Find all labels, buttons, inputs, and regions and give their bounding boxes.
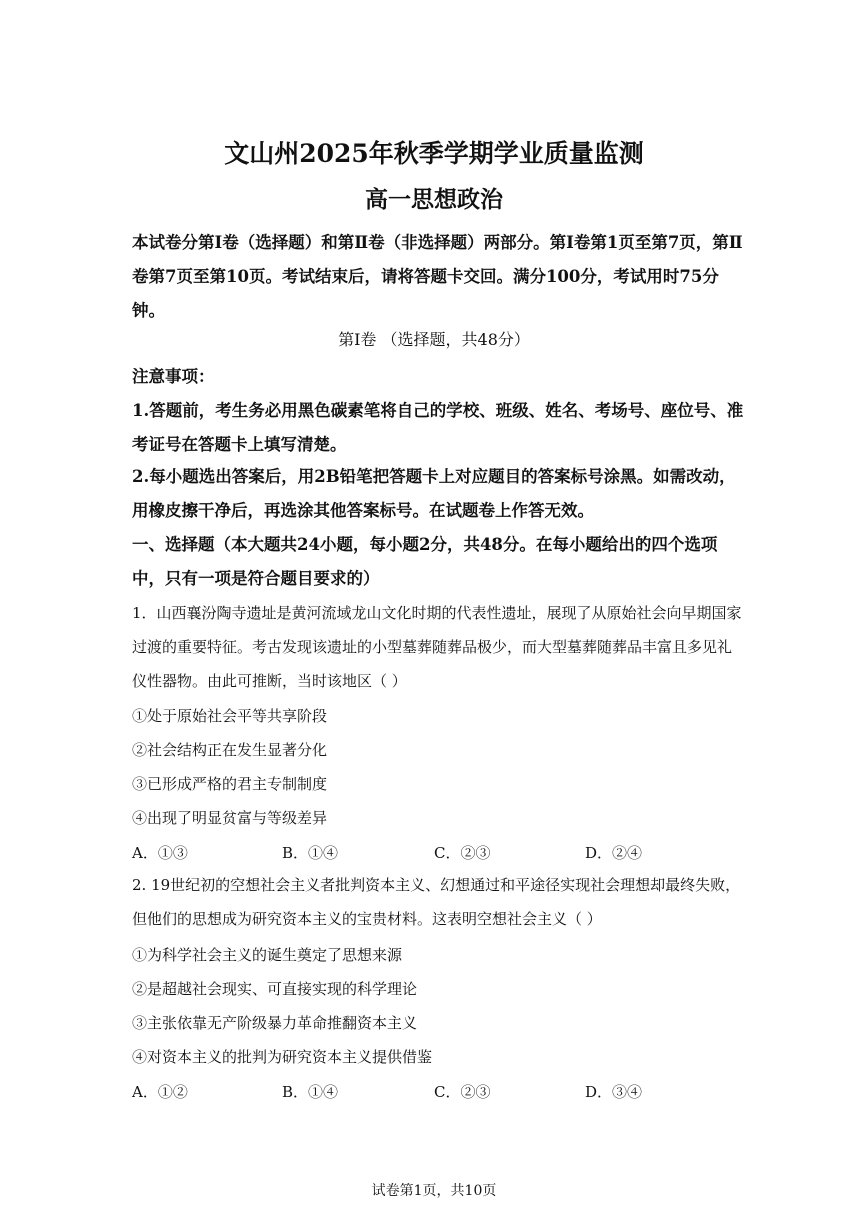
exam-intro: 本试卷分第Ⅰ卷（选择题）和第Ⅱ卷（非选择题）两部分。第Ⅰ卷第1页至第7页，第Ⅱ卷第7页至第10页。考试结束后，请将答题卡交回。满分100分，考试用时75分钟。 (132, 233, 743, 320)
answer-choice-b: B．①④ (282, 1083, 339, 1101)
answer-choice-a: A．①② (132, 1083, 188, 1101)
question-option: ③主张依靠无产阶级暴力革命推翻资本主义 (132, 1014, 418, 1032)
answer-choice-d: D．②④ (585, 844, 643, 862)
exam-subject: 高一思想政治 (365, 186, 503, 213)
section-heading: 第Ⅰ卷 （选择题，共48分） (338, 330, 530, 349)
notes-title: 注意事项： (132, 367, 215, 386)
question-option: ②是超越社会现实、可直接实现的科学理论 (132, 980, 418, 998)
question-option: ①为科学社会主义的诞生奠定了思想来源 (132, 946, 403, 964)
answer-choice-a: A．①③ (132, 844, 188, 862)
question-option: ④出现了明显贫富与等级差异 (132, 809, 328, 827)
question-option: ①处于原始社会平等共享阶段 (132, 707, 328, 725)
page-footer: 试卷第1页，共10页 (371, 1183, 497, 1199)
answer-choice-b: B．①④ (282, 844, 339, 862)
note-item: 2.每小题选出答案后，用2B铅笔把答题卡上对应题目的答案标号涂黑。如需改动，用橡皮擦干净后，再选涂其他答案标号。在试题卷上作答无效。 (132, 467, 736, 520)
note-item: 1.答题前，考生务必用黑色碳素笔将自己的学校、班级、姓名、考场号、座位号、准考证号在答题卡上填写清楚。 (132, 401, 744, 454)
answer-choice-c: C．②③ (434, 1083, 491, 1101)
question-stem: 1．山西襄汾陶寺遗址是黄河流域龙山文化时期的代表性遗址，展现了从原始社会向早期国家过渡的重要特征。考古发现该遗址的小型墓葬随葬品极少，而大型墓葬随葬品丰富且多见礼仪性器物。由此可推断，当时该地区（ ） (132, 604, 742, 690)
exam-title: 文山州2025年秋季学期学业质量监测 (224, 139, 644, 168)
answer-choice-c: C．②③ (434, 844, 491, 862)
question-stem: 2. 19世纪初的空想社会主义者批判资本主义、幻想通过和平途径实现社会理想却最终失败，但他们的思想成为研究资本主义的宝贵材料。这表明空想社会主义（ ） (132, 876, 741, 928)
answer-choice-d: D．③④ (585, 1083, 643, 1101)
question-option: ③已形成严格的君主专制制度 (132, 775, 328, 793)
question-option: ④对资本主义的批判为研究资本主义提供借鉴 (132, 1048, 433, 1066)
question-option: ②社会结构正在发生显著分化 (132, 741, 328, 759)
section-instructions: 一、选择题（本大题共24小题，每小题2分，共48分。在每小题给出的四个选项中，只有一项是符合题目要求的） (132, 535, 718, 588)
